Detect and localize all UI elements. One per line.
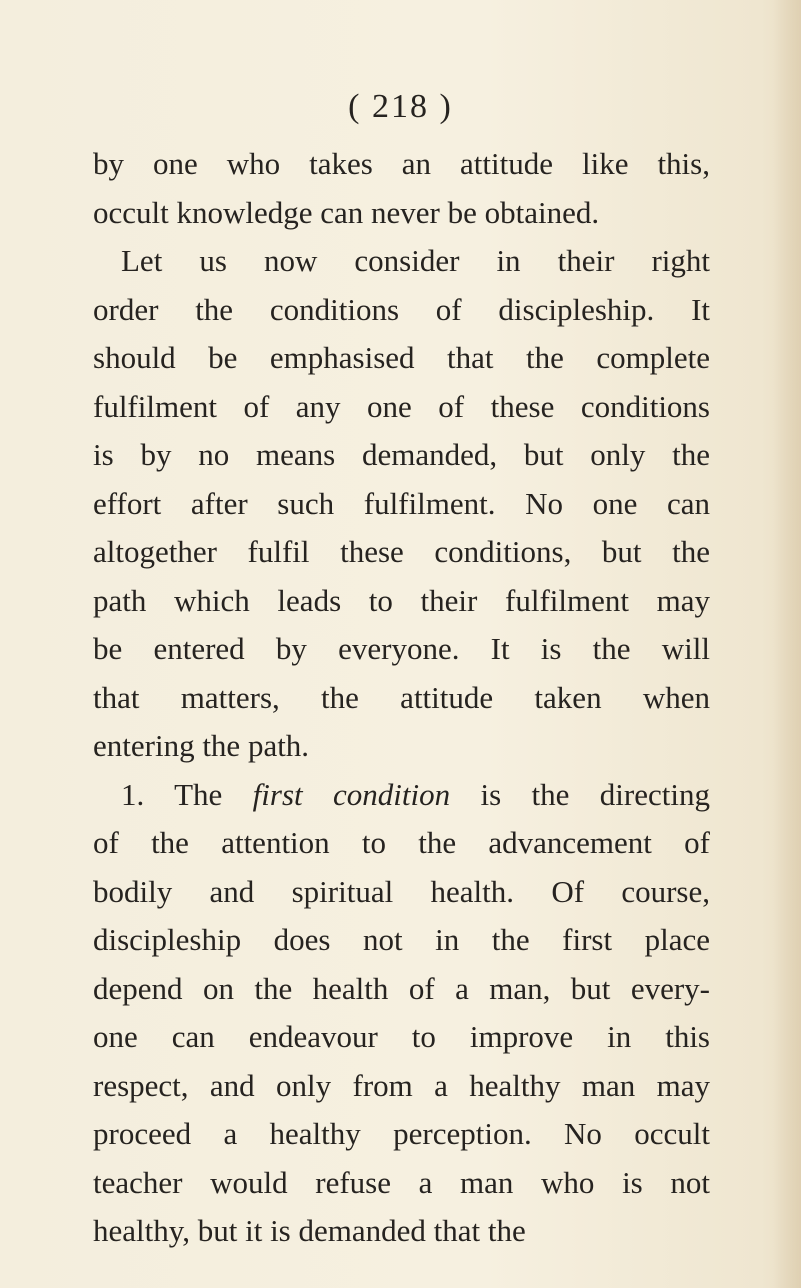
text-line: be entered by everyone. It is the will (93, 631, 710, 666)
text-line: should be emphasised that the complete (93, 340, 710, 375)
text-line: occult knowledge can never be obtained. (93, 194, 600, 230)
text-line: Let us now consider in their right (121, 243, 710, 278)
body-text (93, 140, 710, 1256)
text-line: order the conditions of discipleship. It (93, 291, 710, 327)
text-line: bodily and spiritual health. Of course, (93, 873, 710, 909)
text-line: altogether fulfil these conditions, but the (93, 534, 710, 569)
text-line: of the attention to the advancement of (93, 825, 710, 860)
text-line: fulfilment of any one of these conditions (93, 388, 710, 424)
text-line: healthy, but it is demanded that the (93, 1213, 526, 1248)
text-span: is the directing (450, 776, 710, 812)
text-line: is by no means demanded, but only the (93, 437, 710, 472)
text-line: respect, and only from a healthy man may (93, 1067, 710, 1103)
text-line (93, 771, 710, 820)
text-line: teacher would refuse a man who is not (93, 1164, 710, 1200)
text-span: 1. The (121, 776, 253, 812)
italic-phrase: first condition (252, 776, 451, 812)
text-line: that matters, the attitude taken when (93, 679, 710, 715)
page-edge-shadow (773, 0, 801, 1288)
text-line: path which leads to their fulfilment may (93, 582, 710, 618)
text-line: entering the path. (93, 728, 310, 763)
text-line: depend on the health of a man, but every- (93, 970, 710, 1006)
text-line: effort after such fulfilment. No one can (93, 485, 710, 521)
text-line: proceed a healthy perception. No occult (93, 1116, 710, 1151)
text-line: one can endeavour to improve in this (93, 1019, 710, 1054)
text-line: by one who takes an attitude like this, (93, 146, 710, 181)
text-line: discipleship does not in the first place (93, 922, 710, 957)
page-number: ( 218 ) (348, 88, 453, 125)
